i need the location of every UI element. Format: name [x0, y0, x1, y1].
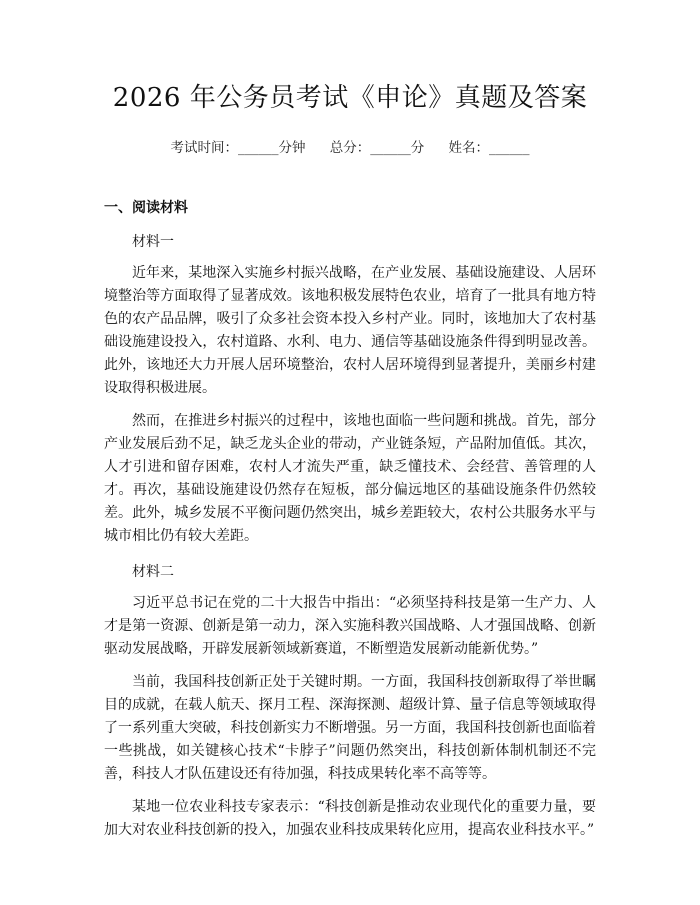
material-label: 材料二 [132, 564, 174, 580]
paragraph: 某地一位农业科技专家表示：“科技创新是推动农业现代化的重要力量，要加大对农业科技创新的投入，加强农业科技成果转化应用，提高农业科技水平。” [104, 799, 596, 838]
paragraph: 然而，在推进乡村振兴的过程中，该地也面临一些问题和挑战。首先，部分产业发展后劲不足，缺乏龙头企业的带动，产业链条短，产品附加值低。其次，人才引进和留存困难，农村人才流失严重，缺乏懂技术、会经营、善管理的人才。再次，基础设施建设仍然存在短板，部分偏远地区的基础设施条件仍然较差。此外，城乡发展不平衡问题仍然突出，城乡差距较大，农村公共服务水平与城市相比仍有较大差距。 [104, 413, 596, 544]
exam-meta [104, 138, 596, 158]
exam-score: 总分：______分 [329, 140, 425, 156]
section-heading: 一、阅读材料 [104, 200, 188, 216]
material-label: 材料一 [132, 234, 174, 250]
page-title: 2026 年公务员考试《申论》真题及答案 [112, 83, 588, 113]
paragraph: 近年来，某地深入实施乡村振兴战略，在产业发展、基础设施建设、人居环境整治等方面取得了显著成效。该地积极发展特色农业，培育了一批具有地方特色的农产品品牌，吸引了众多社会资本投入乡村产业。同时，该地加大了农村基础设施建设投入，农村道路、水利、电力、通信等基础设施条件得到明显改善。此外，该地还大力开展人居环境整治，农村人居环境得到显著提升，美丽乡村建设取得积极进展。 [104, 265, 596, 396]
paragraph: 当前，我国科技创新正处于关键时期。一方面，我国科技创新取得了举世瞩目的成就，在载人航天、探月工程、深海探测、超级计算、量子信息等领域取得了一系列重大突破，科技创新实力不断增强。另一方面，我国科技创新也面临着一些挑战，如关键核心技术“卡脖子”问题仍然突出，科技创新体制机制还不完善，科技人才队伍建设还有待加强，科技成果转化率不高等等。 [104, 674, 596, 782]
exam-name: 姓名：______ [448, 140, 530, 156]
paragraph: 习近平总书记在党的二十大报告中指出：“必须坚持科技是第一生产力、人才是第一资源、创新是第一动力，深入实施科教兴国战略、人才强国战略、创新驱动发展战略，开辟发展新领域新赛道，不断塑造发展新动能新优势。” [104, 595, 596, 657]
exam-time: 考试时间：______分钟 [170, 140, 306, 156]
